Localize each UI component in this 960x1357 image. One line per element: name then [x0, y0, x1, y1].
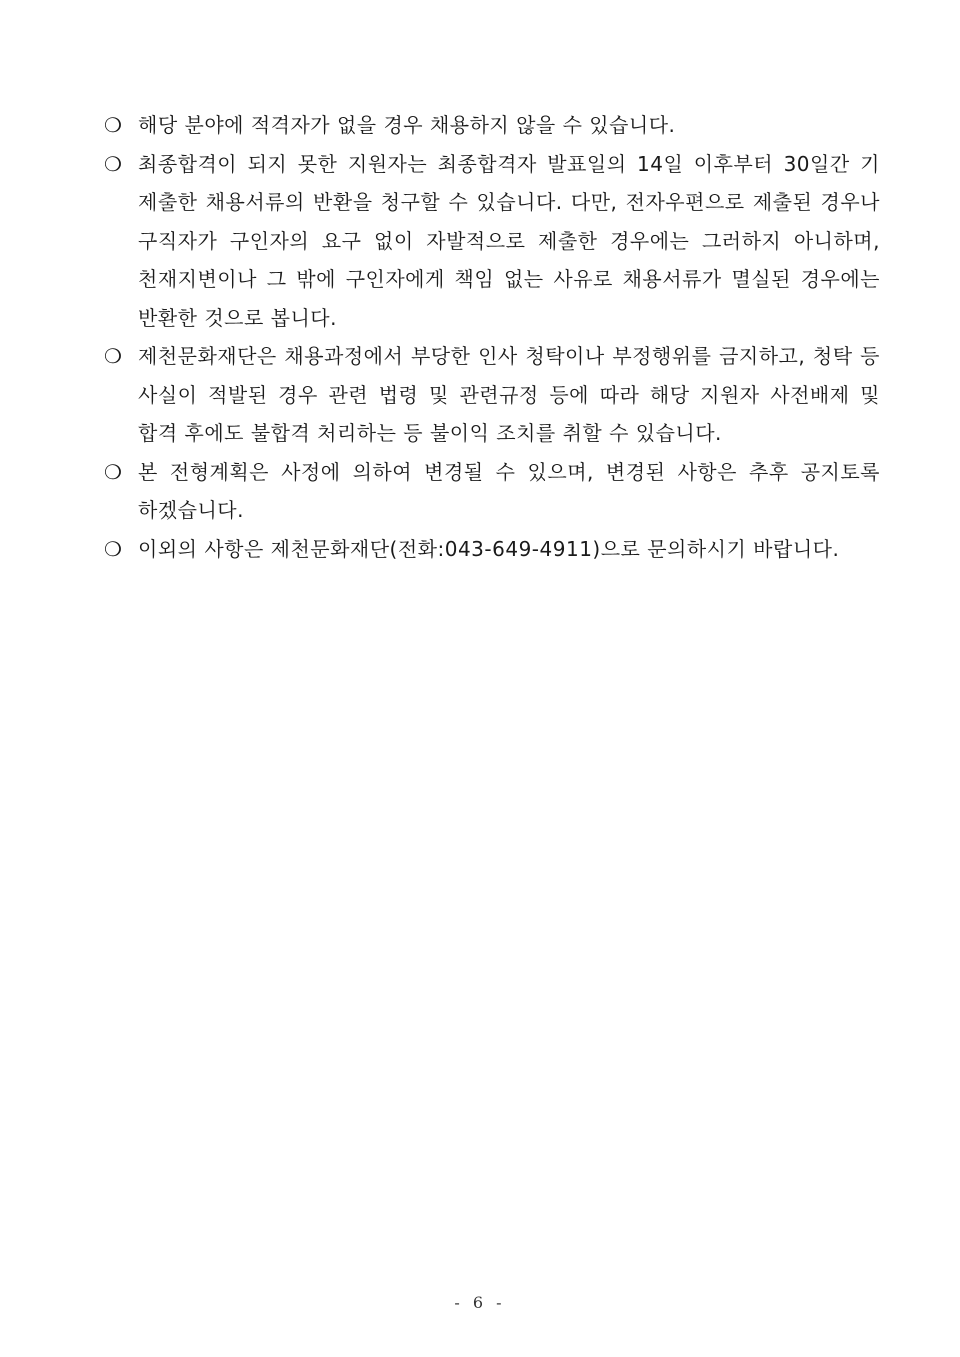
list-item [104, 145, 880, 338]
bullet-circle-icon: ❍ [104, 344, 122, 368]
notice-list [104, 106, 880, 568]
list-item-text: 이외의 사항은 제천문화재단(전화:043-649-4911)으로 문의하시기 바랍니다. [138, 536, 840, 561]
bullet-circle-icon: ❍ [104, 459, 122, 484]
list-item-text: 해당 분야에 적격자가 없을 경우 채용하지 않을 수 있습니다. [138, 113, 676, 137]
bullet-circle-icon: ❍ [104, 536, 122, 561]
bullet-circle-icon: ❍ [104, 113, 122, 137]
list-item-text: 제천문화재단은 채용과정에서 부당한 인사 청탁이나 부정행위를 금지하고, 청탁 등 사실이 적발된 경우 관련 법령 및 관련규정 등에 따라 해당 지원자 사전배제 및 합격 후에도 불합격 처리하는 등 불이익 조치를 취할 수 있습니다. [138, 344, 880, 445]
list-item-text: 본 전형계획은 사정에 의하여 변경될 수 있으며, 변경된 사항은 추후 공지토록 하겠습니다. [138, 459, 880, 522]
list-item [104, 453, 880, 530]
list-item [104, 337, 880, 453]
list-item-text: 최종합격이 되지 못한 지원자는 최종합격자 발표일의 14일 이후부터 30일간 기 제출한 채용서류의 반환을 청구할 수 있습니다. 다만, 전자우편으로 제출된 경우나 구직자가 구인자의 요구 없이 자발적으로 제출한 경우에는 그러하지 아니하며, 천재지변이나 그 밖에 구인자에게 책임 없는 사유로 채용서류가 멸실된 경우에는 반환한 것으로 봅니다. [138, 151, 880, 330]
page-number: - 6 - [454, 1293, 506, 1312]
list-item [104, 530, 880, 569]
bullet-circle-icon: ❍ [104, 151, 122, 176]
list-item [104, 106, 880, 145]
